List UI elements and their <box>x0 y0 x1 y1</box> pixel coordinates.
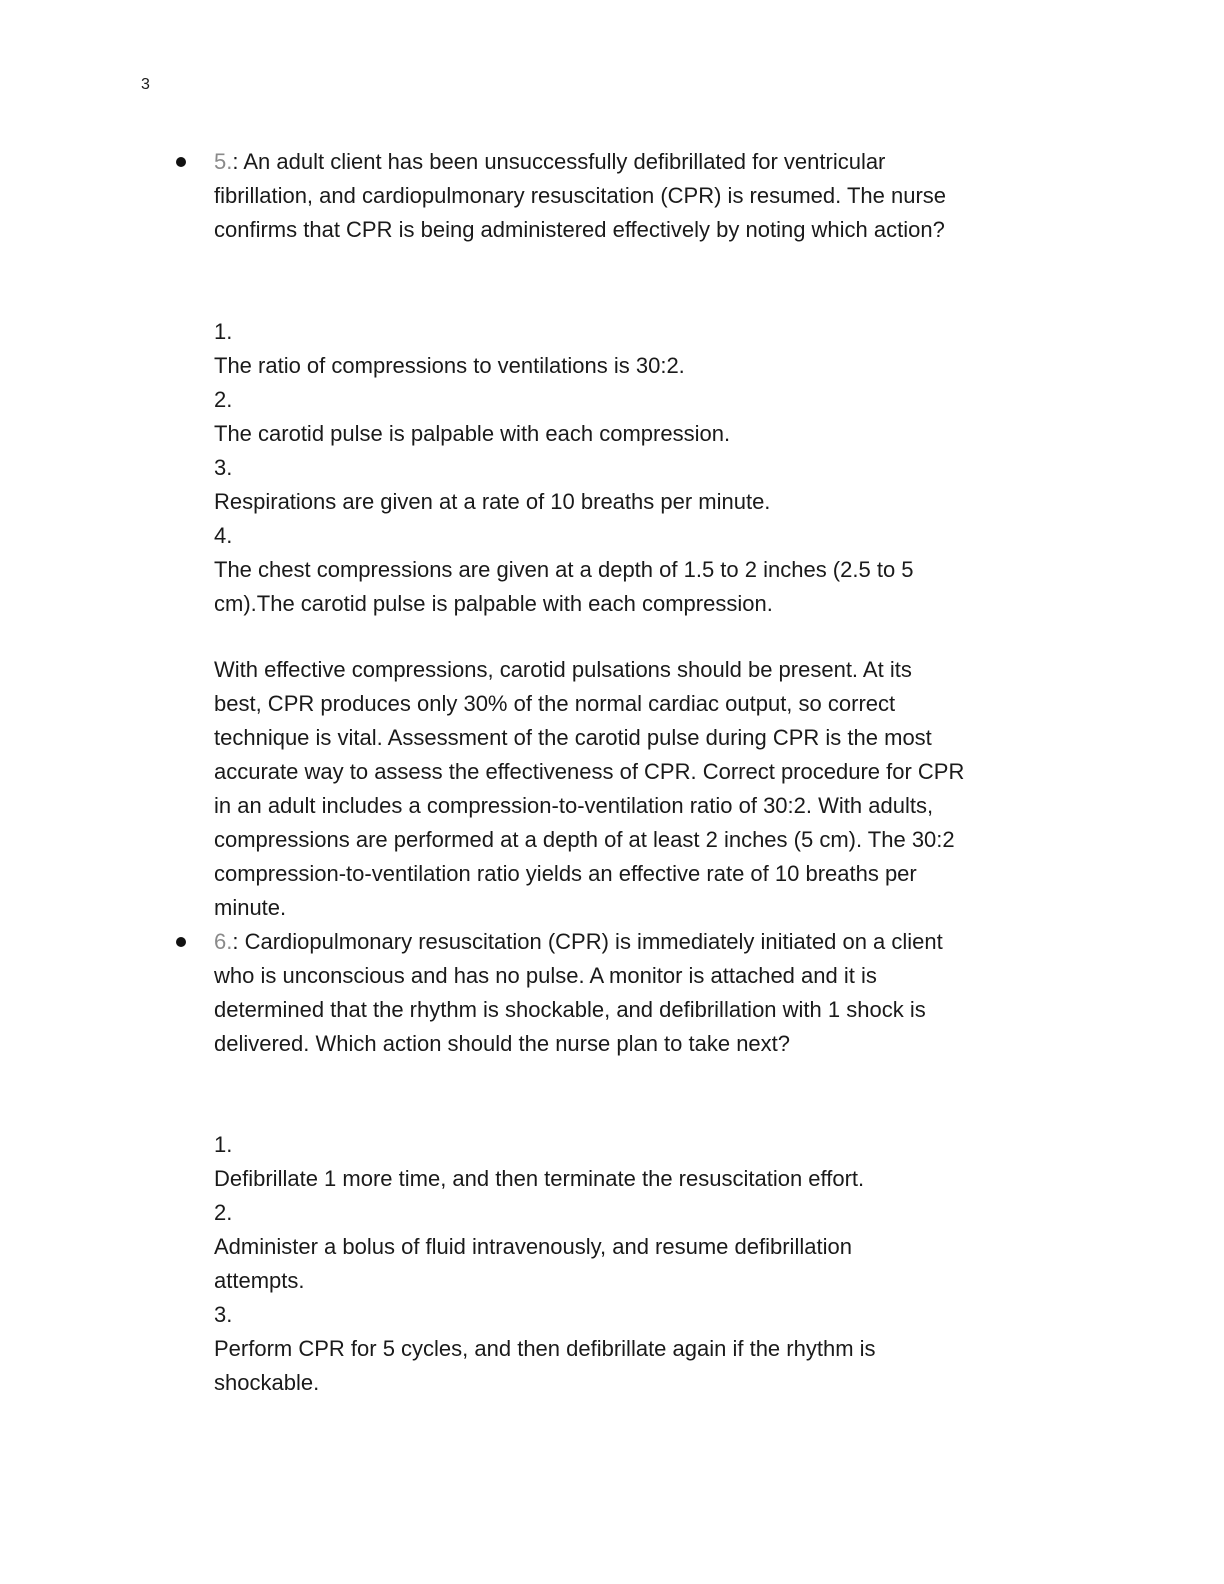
question-6-options: 1. Defibrillate 1 more time, and then terminate the resuscitation effort. 2. Administer a bolus of fluid intravenously, and resume defibrillation attempts. 3. Perform CPR for 5 cycles, and then defibrillate again if the rhythm is shockable. <box>214 1132 876 1395</box>
question-5-stem: 5.: An adult client has been unsuccessfully defibrillated for ventricular fibrillation, and cardiopulmonary resuscitation (CPR) is resumed. The nurse confirms that CPR is being administered effectively by noting which action? <box>214 149 947 242</box>
question-5-options: 1. The ratio of compressions to ventilations is 30:2. 2. The carotid pulse is palpable with each compression. 3. Respirations are given at a rate of 10 breaths per minute. 4. The chest compressions are given at a depth of 1.5 to 2 inches (2.5 to 5 cm).The carotid pulse is palpable with each compression. <box>214 319 914 616</box>
bullet-icon <box>176 937 186 947</box>
question-number: 6. <box>214 929 233 954</box>
bullet-icon <box>176 157 186 167</box>
question-6-stem: 6.: Cardiopulmonary resuscitation (CPR) is immediately initiated on a client who is unconscious and has no pulse. A monitor is attached and it is determined that the rhythm is shockable, and defibrillation with 1 shock is delivered. Which action should the nurse plan to take next? <box>214 929 943 1056</box>
question-number: 5. <box>214 149 233 174</box>
page-number: 3 <box>141 76 150 93</box>
question-5-rationale: With effective compressions, carotid pulsations should be present. At its best, CPR produces only 30% of the normal cardiac output, so correct technique is vital. Assessment of the carotid pulse during CPR is the most accurate way to assess the effectiveness of CPR. Correct procedure for CPR in an adult includes a compression-to-ventilation ratio of 30:2. With adults, compressions are performed at a depth of at least 2 inches (5 cm). The 30:2 compression-to-ventilation ratio yields an effective rate of 10 breaths per minute. <box>214 657 965 920</box>
